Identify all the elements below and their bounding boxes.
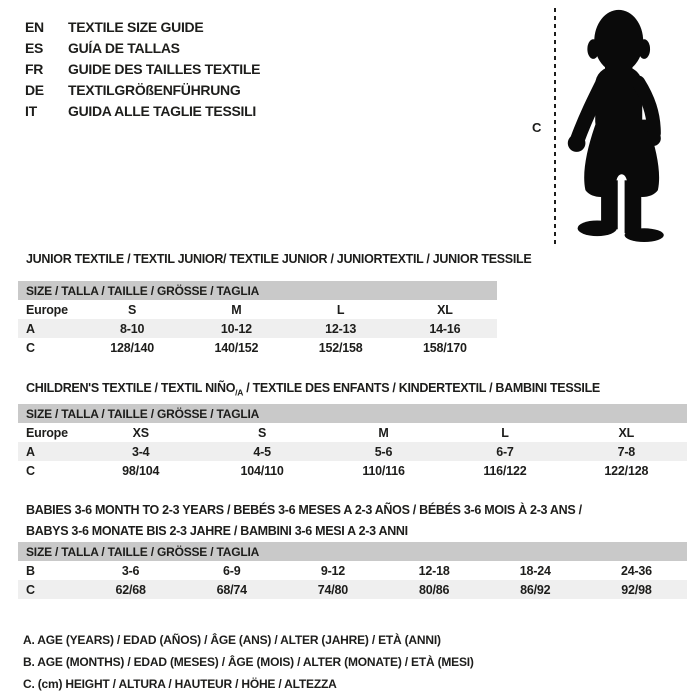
language-row-fr — [25, 58, 260, 79]
row-label: A — [26, 444, 35, 459]
age-cell: 5-6 — [374, 444, 393, 459]
language-code: EN — [25, 18, 44, 35]
age-cell: 14-16 — [429, 321, 461, 336]
height-cell: 104/110 — [240, 463, 284, 478]
height-cell: 74/80 — [317, 582, 349, 597]
height-cell: 116/122 — [483, 463, 527, 478]
age-cell: 4-5 — [253, 444, 271, 459]
height-cell: 158/170 — [422, 340, 467, 355]
title-subscript: /A — [235, 387, 244, 398]
table-row-age — [18, 319, 497, 338]
row-label: Europe — [26, 302, 68, 317]
height-cell: 110/116 — [362, 463, 405, 478]
language-row-de — [25, 79, 260, 100]
height-cell: 80/86 — [418, 582, 450, 597]
language-row-en — [25, 16, 260, 37]
size-cell: L — [336, 302, 345, 317]
table-row-months — [18, 561, 687, 580]
height-cell: 86/92 — [520, 582, 551, 597]
babies-size-table — [18, 542, 687, 599]
table-row-europe — [18, 423, 687, 442]
height-cell: 122/128 — [604, 463, 649, 478]
footnote-legend — [23, 629, 474, 695]
height-cell: 92/98 — [621, 582, 652, 597]
age-cell: 3-4 — [131, 444, 150, 459]
height-cell: 128/140 — [110, 340, 155, 355]
section-title-babies — [26, 500, 582, 542]
age-cell: 6-7 — [496, 444, 514, 459]
language-title-list — [25, 16, 260, 121]
months-cell: 24-36 — [620, 563, 652, 578]
size-header-bar: SIZE / TALLA / TAILLE / GRÖSSE / TAGLIA — [18, 542, 687, 561]
language-row-it — [25, 100, 260, 121]
section-title-junior: JUNIOR TEXTILE / TEXTIL JUNIOR/ TEXTILE JUNIOR / JUNIORTEXTIL / JUNIOR TESSILE — [26, 252, 532, 266]
months-cell: 18-24 — [519, 563, 551, 578]
language-code: IT — [25, 102, 37, 119]
months-cell: 12-18 — [418, 563, 450, 578]
junior-size-table — [18, 281, 497, 357]
months-cell: 3-6 — [121, 563, 140, 578]
size-cell: M — [378, 425, 389, 440]
title-line-1: BABIES 3-6 MONTH TO 2-3 YEARS / BEBÉS 3-6 MESES A 2-3 AÑOS / BÉBÉS 3-6 MOIS À 2-3 ANS / — [26, 503, 582, 517]
language-title: GUIDE DES TAILLES TEXTILE — [68, 60, 261, 77]
title-suffix: / TEXTILE DES ENFANTS / KINDERTEXTIL / BAMBINI TESSILE — [243, 381, 600, 395]
row-label: Europe — [26, 425, 68, 440]
height-marker-label: C — [532, 120, 542, 135]
age-cell: 10-12 — [220, 321, 252, 336]
months-cell: 6-9 — [223, 563, 241, 578]
age-cell: 12-13 — [325, 321, 357, 336]
size-cell: L — [501, 425, 509, 440]
table-row-europe — [18, 300, 497, 319]
table-row-height — [18, 580, 687, 599]
size-cell: XS — [132, 425, 149, 440]
title-prefix: CHILDREN'S TEXTILE / TEXTIL NIÑO — [26, 381, 236, 395]
size-cell: S — [258, 425, 267, 440]
title-line-2: BABYS 3-6 MONATE BIS 2-3 JAHRE / BAMBINI 3-6 MESI A 2-3 ANNI — [26, 524, 408, 538]
language-title: TEXTILGRÖßENFÜHRUNG — [68, 81, 241, 98]
age-cell: 8-10 — [120, 321, 145, 336]
age-cell: 7-8 — [617, 444, 636, 459]
height-cell: 140/152 — [214, 340, 259, 355]
table-row-height — [18, 461, 687, 480]
height-cell: 68/74 — [216, 582, 247, 597]
size-cell: M — [231, 302, 242, 317]
language-code: DE — [25, 81, 44, 98]
height-cell: 152/158 — [318, 340, 363, 355]
row-label: C — [26, 582, 35, 597]
size-cell: S — [128, 302, 137, 317]
height-measure-line — [554, 8, 556, 246]
footnote-age-years: A. AGE (YEARS) / EDAD (AÑOS) / ÂGE (ANS) / ALTER (JAHRE) / ETÀ (ANNI) — [23, 633, 441, 647]
row-label: B — [26, 563, 35, 578]
size-cell: XL — [618, 425, 635, 440]
table-row-age — [18, 442, 687, 461]
size-header-bar: SIZE / TALLA / TAILLE / GRÖSSE / TAGLIA — [18, 281, 497, 300]
size-cell: XL — [437, 302, 453, 317]
language-title: TEXTILE SIZE GUIDE — [68, 18, 204, 35]
language-code: FR — [25, 60, 44, 77]
height-cell: 62/68 — [115, 582, 146, 597]
row-label: C — [26, 463, 35, 478]
language-row-es — [25, 37, 260, 58]
language-title: GUIDA ALLE TAGLIE TESSILI — [68, 102, 256, 119]
table-row-height — [18, 338, 497, 357]
row-label: C — [26, 340, 35, 355]
language-title: GUÍA DE TALLAS — [68, 39, 180, 56]
size-header-bar: SIZE / TALLA / TAILLE / GRÖSSE / TAGLIA — [18, 404, 687, 423]
footnote-age-months: B. AGE (MONTHS) / EDAD (MESES) / ÂGE (MOIS) / ALTER (MONATE) / ETÀ (MESI) — [23, 655, 474, 669]
row-label: A — [26, 321, 35, 336]
baby-silhouette-icon — [558, 4, 700, 244]
section-title-children — [26, 378, 600, 404]
children-size-table — [18, 404, 687, 480]
footnote-height-cm: C. (cm) HEIGHT / ALTURA / HAUTEUR / HÖHE / ALTEZZA — [23, 677, 337, 691]
height-cell: 98/104 — [122, 463, 160, 478]
months-cell: 9-12 — [320, 563, 346, 578]
language-code: ES — [25, 39, 44, 56]
